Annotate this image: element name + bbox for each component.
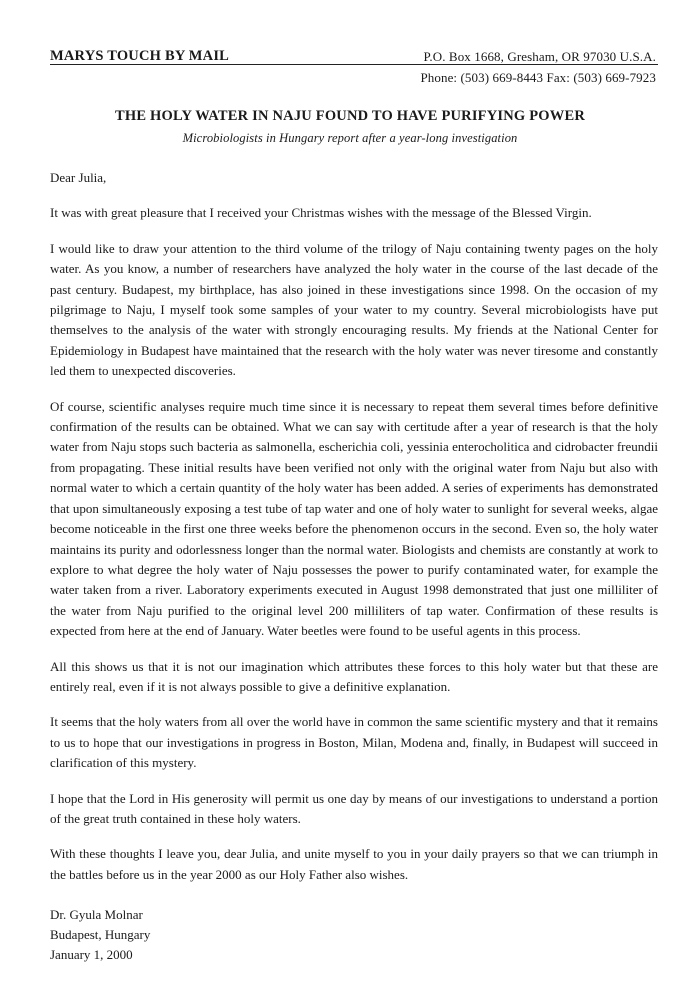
letter-date: January 1, 2000: [50, 947, 133, 963]
paragraph: Of course, scientific analyses require much time since it is necessary to repeat them several times before definitive confirmation of the results can be obtained. What we can say with certitude after a year of research is that the holy water from Naju stops such bacteria as salmonella, escherichia coli, yessinia enterocholitica and cidrobacter freundii from propagating. These initial results have been verified not only with the original water from Naju but also with normal water to which a certain quantity of the holy water has been added. A series of experiments has demonstrated that upon simultaneously exposing a test tube of tap water and one of holy water to sunlight for several weeks, algae become noticeable in the first one three weeks before the phenomenon occurs in the second. Even so, the holy water maintains its purity and odorlessness longer than the normal water. Biologists and chemists are constantly at work to explore to what degree the holy water of Naju possesses the power to purify contaminated water, for example the water taken from a river. Laboratory experiments executed in August 1998 demonstrated that just one milliliter of the water from Naju purified to the original level 200 milliliters of tap water. Confirmation of these results is expected from here at the end of January. Water beetles were found to be useful agents in this process.: [50, 398, 658, 639]
letter-subheadline: Microbiologists in Hungary report after a year-long investigation: [182, 131, 518, 145]
signer-place: Budapest, Hungary: [50, 927, 151, 943]
letter-headline: THE HOLY WATER IN NAJU FOUND TO HAVE PURIFYING POWER: [114, 108, 586, 124]
paragraph: I hope that the Lord in His generosity will permit us one day by means of our investigations to understand a portion of the great truth contained in these holy waters.: [50, 790, 658, 826]
mailing-address: P.O. Box 1668, Gresham, OR 97030 U.S.A.: [423, 49, 656, 64]
signature-block: [50, 905, 658, 965]
paragraph: With these thoughts I leave you, dear Julia, and unite myself to you in your daily prayers so that we can triumph in the battles before us in the year 2000 as our Holy Father also wishes.: [50, 846, 658, 882]
paragraph: It seems that the holy waters from all over the world have in common the same scientific mystery and that it remains to us to hope that our investigations in progress in Boston, Milan, Modena and, finally, in Budapest will succeed in clarification of this mystery.: [50, 714, 658, 771]
salutation: Dear Julia,: [50, 170, 107, 185]
organization-name: MARYS TOUCH BY MAIL: [50, 48, 230, 64]
letterhead-divider: [50, 64, 658, 65]
paragraph: All this shows us that it is not our imagination which attributes these forces to this holy water but that these are entirely real, even if it is not always possible to give a definitive explanation.: [50, 658, 658, 694]
signer-name: Dr. Gyula Molnar: [50, 907, 143, 923]
paragraph: I would like to draw your attention to the third volume of the trilogy of Naju containing twenty pages on the holy water. As you know, a number of researchers have analyzed the holy water in the course of the last decade of the past century. Budapest, my birthplace, has also joined in these investigations since 1998. On the occasion of my pilgrimage to Naju, I myself took some samples of your water to my country. Several microbiologists have put themselves to the analysis of the water with strongly encouraging results. My friends at the National Center for Epidemiology in Budapest have maintained that the research with the holy water was never tiresome and constantly led them to unexpected discoveries.: [50, 240, 658, 379]
paragraph: It was with great pleasure that I received your Christmas wishes with the message of the Blessed Virgin.: [50, 205, 592, 221]
phone-fax-line: Phone: (503) 669-8443 Fax: (503) 669-7923: [420, 70, 656, 85]
letter-body: [50, 168, 658, 965]
